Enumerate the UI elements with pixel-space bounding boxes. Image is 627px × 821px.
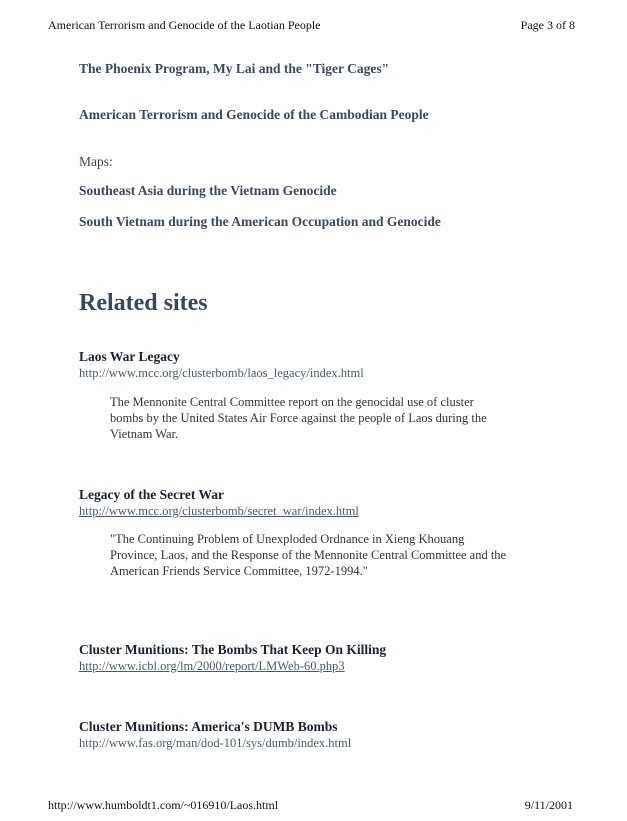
site-title-laos-war-legacy: Laos War Legacy xyxy=(79,349,180,364)
site-title-dumb-bombs: Cluster Munitions: America's DUMB Bombs xyxy=(79,719,338,734)
site-description-secret-war: "The Continuing Problem of Unexploded Ordnance in Xieng Khouang Province, Laos, and the Response of the Mennonite Central Committee and the American Friends Service Committee, 1972-1994." xyxy=(110,532,507,578)
footer-url: http://www.humboldt1.com/~016910/Laos.html xyxy=(48,798,279,812)
related-sites-heading: Related sites xyxy=(79,290,208,316)
link-phoenix-program[interactable]: The Phoenix Program, My Lai and the "Tiger Cages" xyxy=(79,61,390,76)
maps-label: Maps: xyxy=(79,154,113,169)
site-description-laos-war-legacy: The Mennonite Central Committee report on the genocidal use of cluster bombs by the United States Air Force against the people of Laos during the Vietnam War. xyxy=(110,395,487,441)
site-url-laos-war-legacy[interactable]: http://www.mcc.org/clusterbomb/laos_legacy/index.html xyxy=(79,366,364,380)
site-url-dumb-bombs[interactable]: http://www.fas.org/man/dod-101/sys/dumb/index.html xyxy=(79,736,352,750)
footer-date: 9/11/2001 xyxy=(524,798,573,812)
header-title: American Terrorism and Genocide of the Laotian People xyxy=(48,18,321,32)
link-map-southeast-asia[interactable]: Southeast Asia during the Vietnam Genocide xyxy=(79,183,337,198)
page-number: Page 3 of 8 xyxy=(520,18,575,32)
site-url-secret-war[interactable]: http://www.mcc.org/clusterbomb/secret_war/index.html xyxy=(79,504,359,518)
site-title-cluster-munitions-killing: Cluster Munitions: The Bombs That Keep On Killing xyxy=(79,642,387,657)
link-map-south-vietnam[interactable]: South Vietnam during the American Occupation and Genocide xyxy=(79,214,441,229)
link-cambodian-genocide[interactable]: American Terrorism and Genocide of the Cambodian People xyxy=(79,107,429,122)
site-url-cluster-munitions-killing[interactable]: http://www.icbl.org/lm/2000/report/LMWeb-60.php3 xyxy=(79,659,345,673)
site-title-secret-war: Legacy of the Secret War xyxy=(79,487,224,502)
